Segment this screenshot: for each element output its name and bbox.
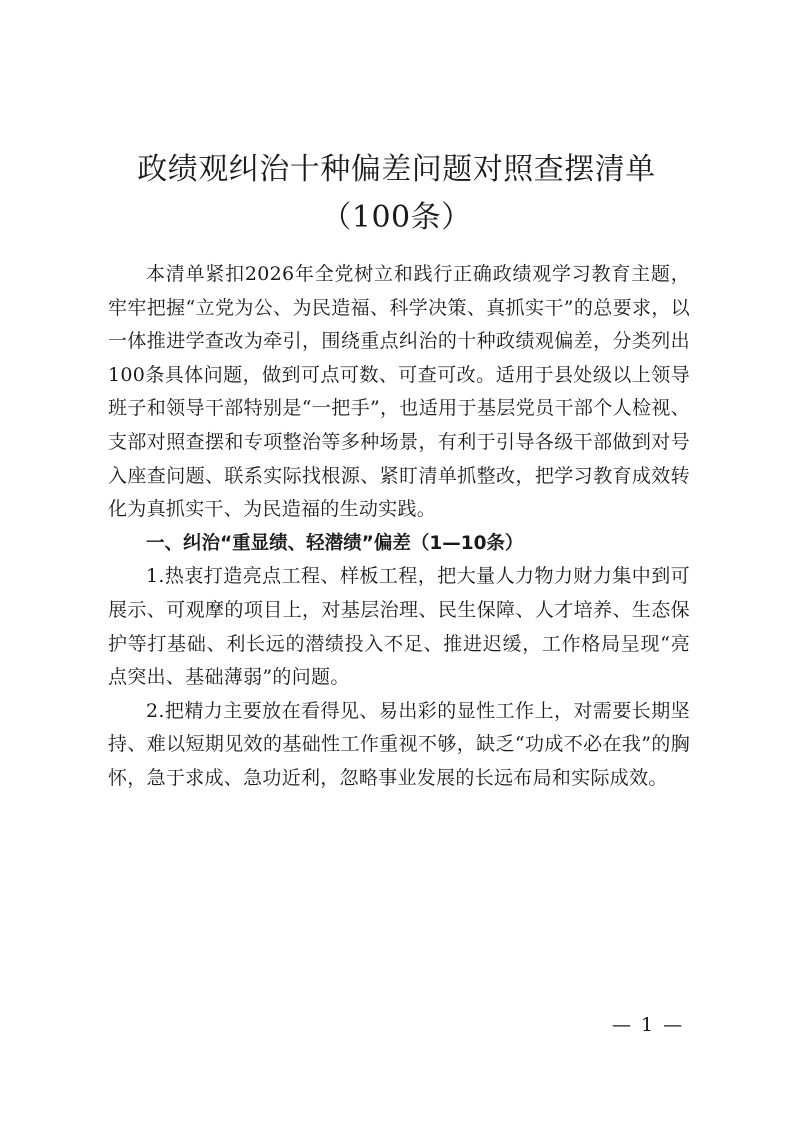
section-heading: 一、纠治“重显绩、轻潜绩”偏差（1—10条） (146, 532, 524, 554)
page-number: — 1 — (612, 1014, 685, 1036)
intro-paragraph: 本清单紧扣2026年全党树立和践行正确政绩观学习教育主题，牢牢把握“立党为公、为民造福、科学决策、真抓实干”的总要求，以一体推进学查改为牵引，围绕重点纠治的十种政绩观偏差，分类列出100条具体问题，做到可点可数、可查可改。适用于县处级以上领导班子和领导干部特别是“一把手”，也适用于基层党员干部个人检视、支部对照查摆和专项整治等多种场景，有利于引导各级干部做到对号入座查问题、联系实际找根源、紧盯清单抓整改，把学习教育成效转化为真抓实干、为民造福的生动实践。 (108, 263, 690, 521)
document-body (108, 258, 690, 796)
list-item: 2.把精力主要放在看得见、易出彩的显性工作上，对需要长期坚持、难以短期见效的基础性工作重视不够，缺乏“功成不必在我”的胸怀，急于求成、急功近利，忽略事业发展的长远布局和实际成效。 (108, 699, 690, 789)
list-item: 1.热衷打造亮点工程、样板工程，把大量人力物力财力集中到可展示、可观摩的项目上，对基层治理、民生保障、人才培养、生态保护等打基础、利长远的潜绩投入不足、推进迟缓，工作格局呈现“亮点突出、基础薄弱”的问题。 (108, 565, 690, 689)
document-title: 政绩观纠治十种偏差问题对照查摆清单（100条） (137, 152, 656, 235)
